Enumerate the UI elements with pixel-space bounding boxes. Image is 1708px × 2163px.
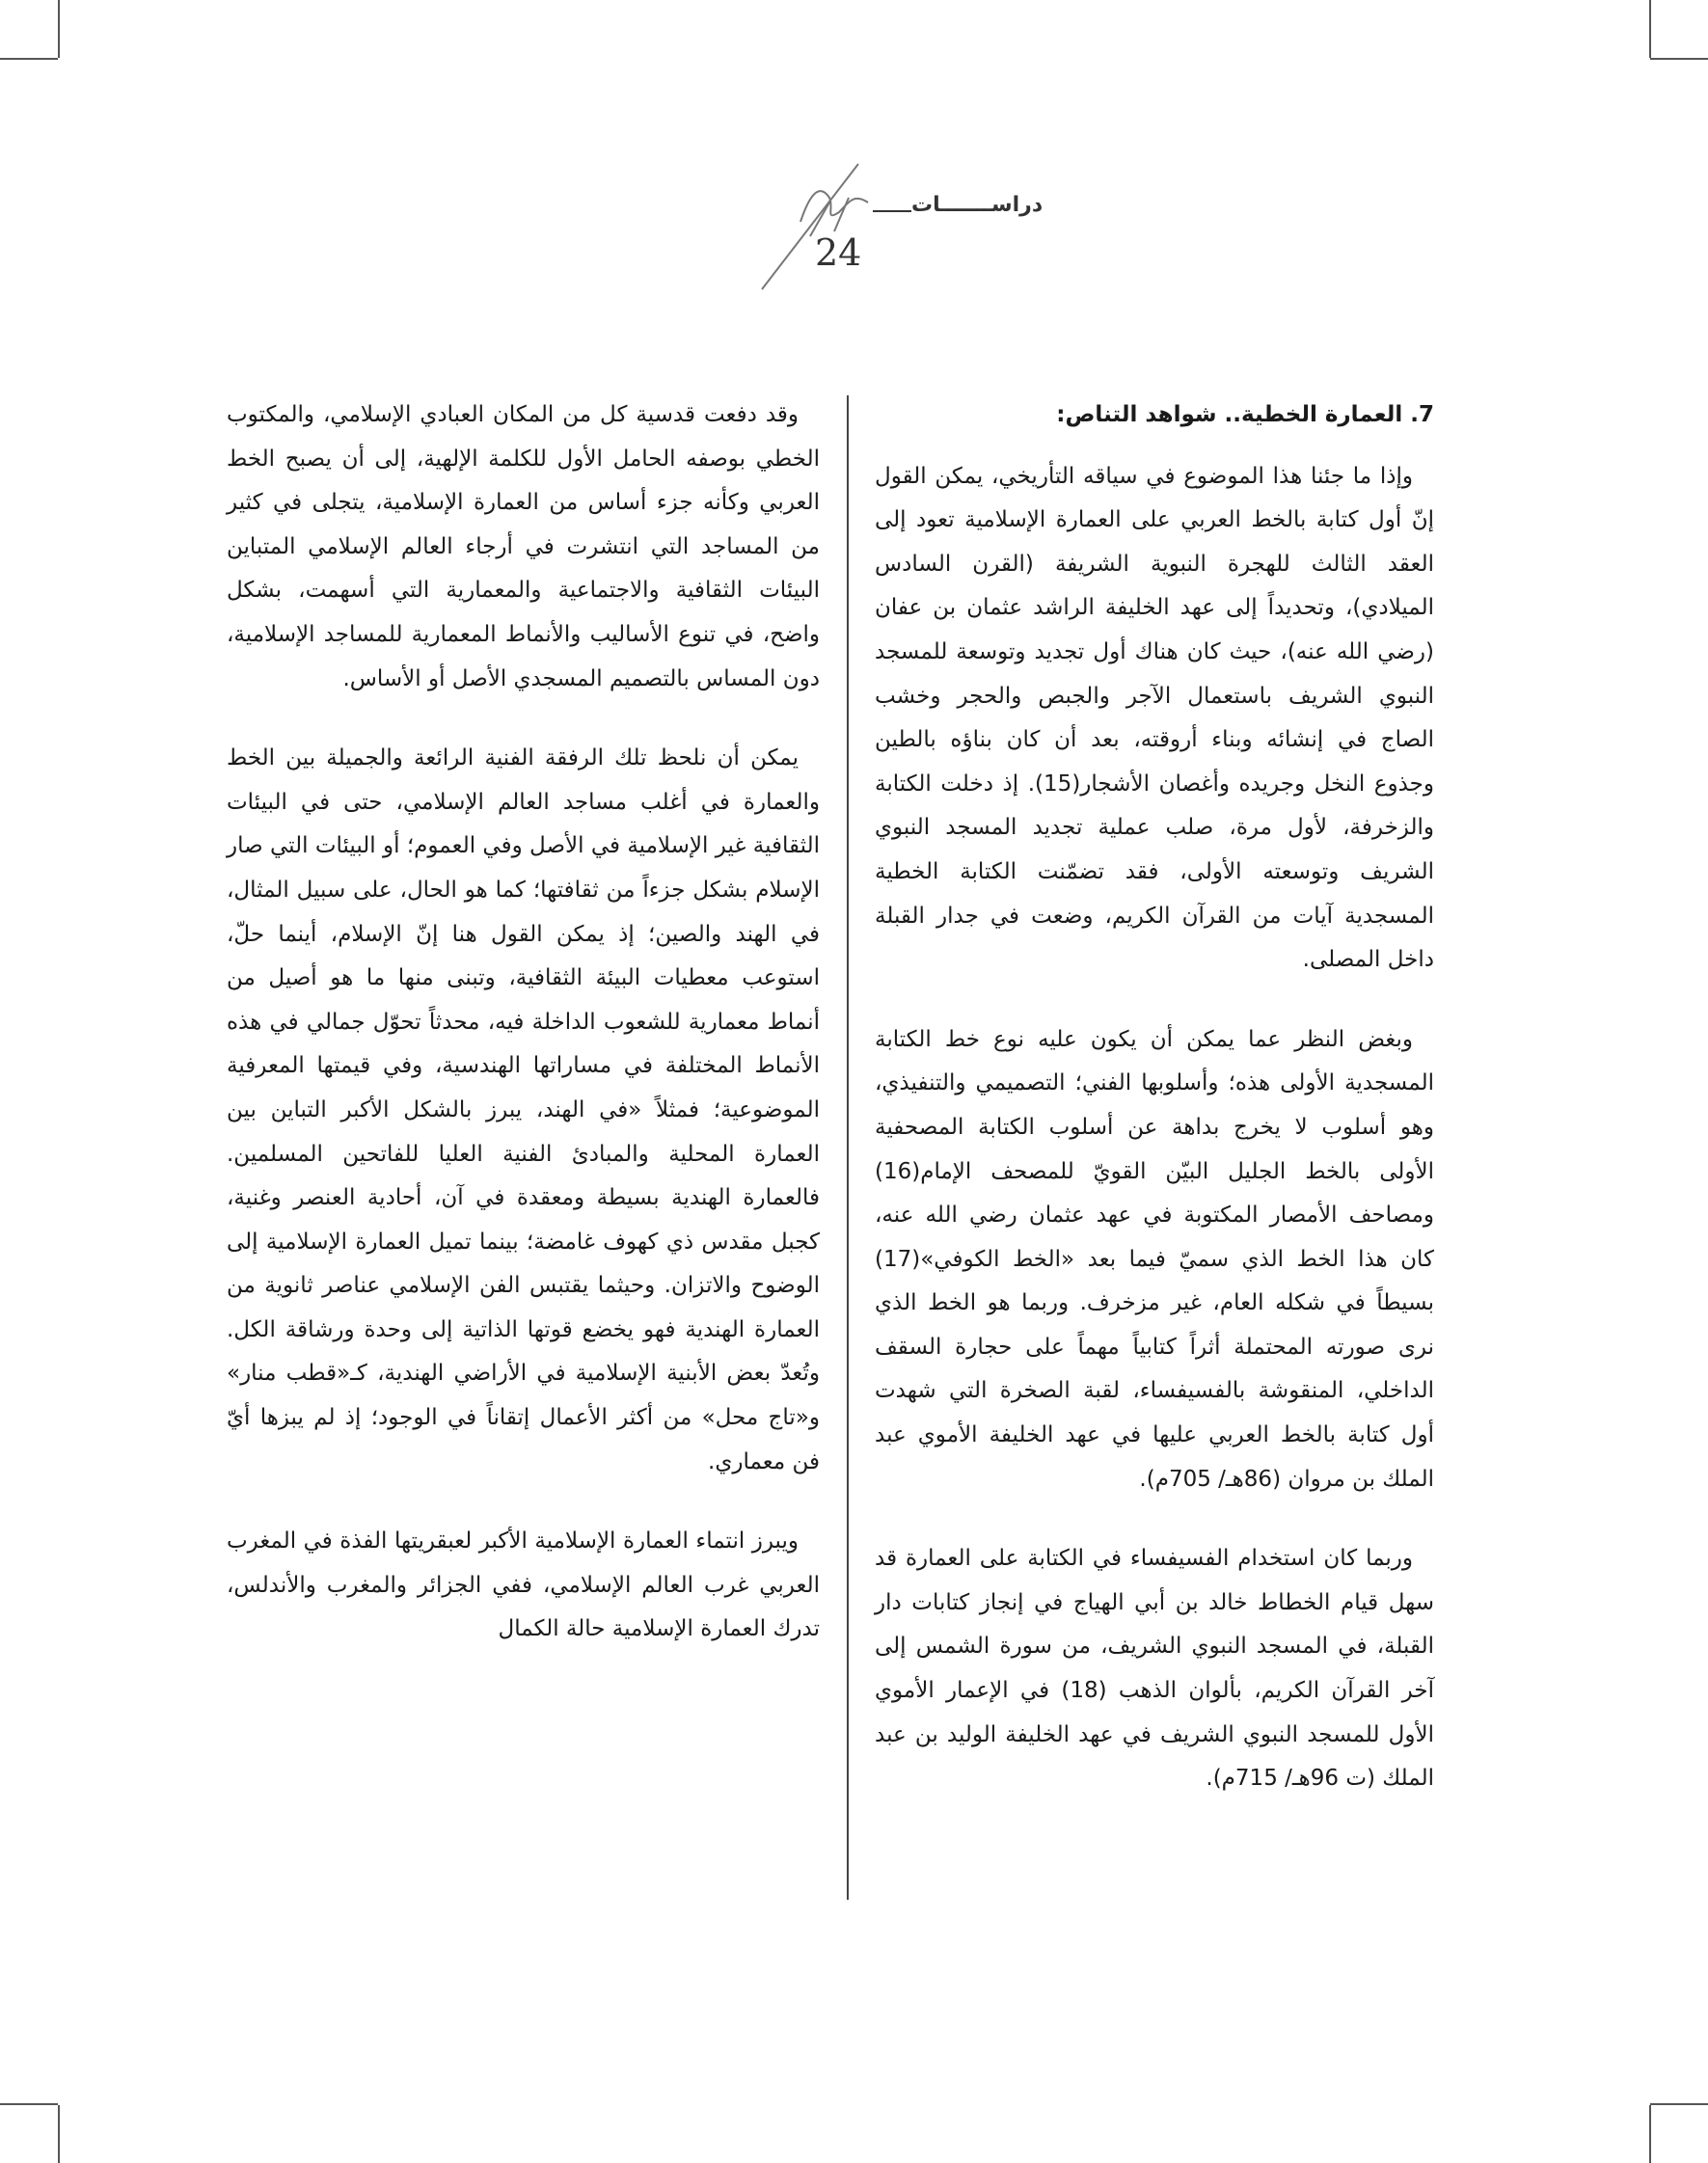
- section-heading: 7. العمارة الخطية.. شواهد التناص:: [1056, 402, 1434, 427]
- crop-mark: [58, 0, 60, 58]
- header-rule: [873, 210, 911, 212]
- left-column: [227, 393, 820, 1688]
- section-label: دراســـــــات: [911, 193, 1044, 217]
- page-number: 24: [815, 231, 862, 274]
- paragraph: ويبرز انتماء العمارة الإسلامية الأكبر لعبقريتها الفذة في المغرب العربي غرب العالم الإسلامي، ففي الجزائر والمغرب والأندلس، تدرك العمارة الإسلامية حالة الكمال: [227, 1528, 820, 1642]
- crop-mark: [58, 2105, 60, 2163]
- paragraph: وقد دفعت قدسية كل من المكان العبادي الإسلامي، والمكتوب الخطي بوصفه الحامل الأول للكلمة الإلهية، إلى أن يصبح الخط العربي وكأنه جزء أساس من العمارة الإسلامية، يتجلى في كثير من المساجد التي انتشرت في أرجاء العالم الإسلامي المتباين البيئات الثقافية والاجتماعية والمعمارية التي أسهمت، بشكل واضح، في تنوع الأساليب والأنماط المعمارية للمساجد الإسلامية، دون المساس بالتصميم المسجدي الأصل أو الأساس.: [227, 402, 820, 691]
- column-divider: [847, 395, 849, 1900]
- paragraph: وبغض النظر عما يمكن أن يكون عليه نوع خط الكتابة المسجدية الأولى هذه؛ وأسلوبها الفني؛ التصميمي والتنفيذي، وهو أسلوب لا يخرج بداهة عن أسلوب الكتابة المصحفية الأولى بالخط الجليل البيّن القويّ للمصحف الإمام(16) ومصاحف الأمصار المكتوبة في عهد عثمان رضي الله عنه، كان هذا الخط الذي سميّ فيما بعد «الخط الكوفي»(17) بسيطاً في شكله العام، غير مزخرف. وربما هو الخط الذي نرى صورته المحتملة أثراً كتابياً مهماً على حجارة السقف الداخلي، المنقوشة بالفسيفساء، لقبة الصخرة التي شهدت أول كتابة بالخط العربي عليها في عهد الخليفة الأموي عبد الملك بن مروان (86هـ/ 705م).: [875, 1026, 1434, 1492]
- crop-mark: [1649, 2105, 1651, 2163]
- crop-mark: [0, 2103, 58, 2105]
- page-header: [0, 154, 1708, 299]
- crop-mark: [1650, 2103, 1708, 2105]
- paragraph: يمكن أن نلحظ تلك الرفقة الفنية الرائعة والجميلة بين الخط والعمارة في أغلب مساجد العالم الإسلامي، حتى في البيئات الثقافية غير الإسلامية في الأصل وفي العموم؛ أو البيئات التي صار الإسلام بشكل جزءاً من ثقافتها؛ كما هو الحال، على سبيل المثال، في الهند والصين؛ إذ يمكن القول هنا إنّ الإسلام، أينما حلّ، استوعب معطيات البيئة الثقافية، وتبنى منها ما هو أصيل من أنماط معمارية للشعوب الداخلة فيه، محدثاً تحوّل جمالي في هذه الأنماط المختلفة في مساراتها الهندسية، وفي قيمتها المعرفية الموضوعية؛ فمثلاً «في الهند، يبرز بالشكل الأكبر التباين بين العمارة المحلية والمبادئ الفنية العليا للفاتحين المسلمين. فالعمارة الهندية بسيطة ومعقدة في آن، أحادية العنصر وغنية، كجبل مقدس ذي كهوف غامضة؛ بينما تميل العمارة الإسلامية إلى الوضوح والاتزان. وحيثما يقتبس الفن الإسلامي عناصر ثانوية من العمارة الهندية فهو يخضع قوتها الذاتية إلى وحدة ورشاقة الكل. وتُعدّ بعض الأبنية الإسلامية في الأراضي الهندية، كـ«قطب منار» و«تاج محل» من أكثر الأعمال إتقاناً في الوجود؛ إذ لم يبزها أيّ فن معماري.: [227, 745, 820, 1474]
- crop-mark: [0, 58, 58, 60]
- crop-mark: [1649, 0, 1651, 58]
- crop-mark: [1650, 58, 1708, 60]
- magazine-logo: [743, 154, 897, 299]
- paragraph: وإذا ما جئنا هذا الموضوع في سياقه التأريخي، يمكن القول إنّ أول كتابة بالخط العربي على العمارة الإسلامية تعود إلى العقد الثالث للهجرة النبوية الشريفة (القرن السادس الميلادي)، وتحديداً إلى عهد الخليفة الراشد عثمان بن عفان (رضي الله عنه)، حيث كان هناك أول تجديد وتوسعة للمسجد النبوي الشريف باستعمال الآجر والجبص والحجر وخشب الصاج في إنشائه وبناء أروقته، بعد أن كان بناؤه بالطين وجذوع النخل وجريده وأغصان الأشجار(15). إذ دخلت الكتابة والزخرفة، لأول مرة، صلب عملية تجديد المسجد النبوي الشريف وتوسعته الأولى، فقد تضمّنت الكتابة الخطية المسجدية آيات من القرآن الكريم، وضعت في جدار القبلة داخل المصلى.: [875, 463, 1434, 973]
- right-column: [875, 393, 1434, 1837]
- paragraph: وربما كان استخدام الفسيفساء في الكتابة على العمارة قد سهل قيام الخطاط خالد بن أبي الهياج في إنجاز كتابات دار القبلة، في المسجد النبوي الشريف، من سورة الشمس إلى آخر القرآن الكريم، بألوان الذهب (18) في الإعمار الأموي الأول للمسجد النبوي الشريف في عهد الخليفة الوليد بن عبد الملك (ت 96هـ/ 715م).: [875, 1546, 1434, 1792]
